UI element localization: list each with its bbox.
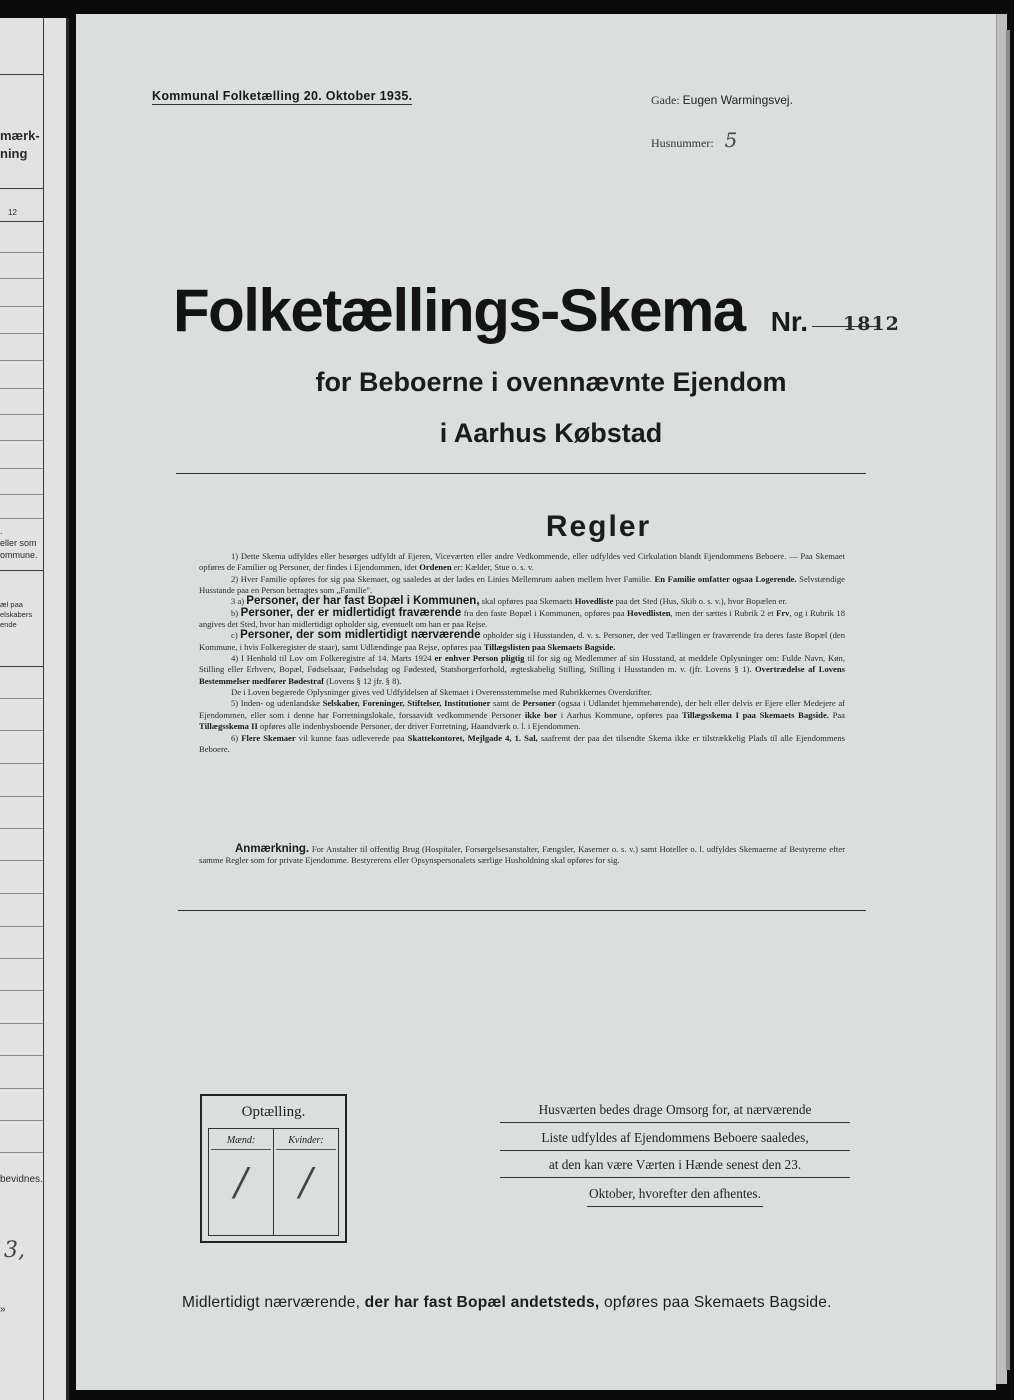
landlord-line: Oktober, hvorefter den afhentes. [587, 1182, 763, 1207]
house-number-field [651, 128, 737, 152]
women-count: / [299, 1160, 313, 1204]
form-subtitle: for Beboerne i ovennævnte Ejendom [315, 367, 787, 397]
men-label: Mænd: [211, 1129, 271, 1150]
rule-4: 4) I Henhold til Lov om Folkeregistre af 14. Marts 1924 er enhver Person pligtig til for sig og Medlemmer af sin Husstand, at meddele Oplysninger om: Fulde Navn, Køn, Stilling eller Erhverv, Bopæl, Fødselsaar, Fødselsdag og Fødested, Statsborgerforhold, ægteskabelig Stilling, Stilling i Husstanden m. v. (jfr. Lovens § 1). Overtrædelse af Lovens Bestemmelser medfører Bødestraf (Lovens § 12 jfr. § 8). [199, 653, 845, 686]
landlord-line: Husværten bedes drage Omsorg for, at nærværende [500, 1098, 850, 1123]
left-fragment: 12 [8, 208, 17, 217]
house-number-label: Husnummer: [651, 136, 714, 150]
form-title-row [173, 276, 878, 345]
remark-text: For Anstalter til offentlig Brug (Hospitaler, Forsørgelsesanstalter, Fængsler, Kaserner o. s. v.) samt Hoteller o. l. udfyldes Skemaerne af Bestyrerne efter samme Regler som for private Ejendomme. Bestyrerens eller Opsynspersonalets særlige Husholdning skal opføres for sig. [199, 844, 845, 866]
remark-paragraph [199, 844, 845, 867]
street-field [651, 93, 793, 108]
left-fragment: æl paa [0, 600, 23, 609]
left-fragment: . [0, 526, 3, 536]
landlord-instructions [500, 1098, 850, 1209]
rule-1: 1) Dette Skema udfyldes eller besørges udfyldt af Ejeren, Viceværten eller andre Vedkommende, eller udfyldes ved Cirkulation blandt Ejendommens Beboere. — Paa Skemaet opføres de Familier og Personer, der findes i Ejendommen, idet Ordenen er: Kælder, Stue o. s. v. [199, 551, 845, 573]
left-fragment: mærk- [0, 128, 40, 143]
left-fragment: ommune. [0, 550, 38, 560]
divider [178, 910, 866, 911]
women-label: Kvinder: [276, 1129, 336, 1150]
rule-3b: b) Personer, der er midlertidigt fraværende fra den faste Bopæl i Kommunen, opføres paa Hovedlisten, men der sættes i Rubrik 2 et Frv, og i Rubrik 18 angives det Sted, hvor han midlertidigt opholder sig, eventuelt om han er paa Rejse. [199, 606, 846, 630]
left-fragment: elskabers [0, 610, 33, 619]
rules-heading: Regler [545, 510, 652, 543]
rule-2: 2) Hver Familie opføres for sig paa Skemaet, og saaledes at der lades en Linies Mellemrum aaben mellem hver Familie. En Familie omfatter ogsaa Logerende. Selvstændige Husstande paa en Person betragtes som „Familie". [199, 573, 846, 596]
rule-5: 5) Inden- og udenlandske Selskaber, Foreninger, Stiftelser, Institutioner samt de Personer (ogsaa i Udlandet hjemmehørende), der helt eller delvis er Ejere eller Medejere af Ejendommen, eller som i denne har Forretningslokale, forsaavidt vedkommende Personer ikke bor i Aarhus Kommune, opføres paa Tillægsskema I paa Skemaets Bagside. Paa Tillægsskema II opføres alle indenbysboende Personer, der driver Forretning, Haandværk o. l. i Ejendommen. [199, 698, 845, 732]
form-number-value: 1812 [843, 313, 900, 335]
left-fragment: eller som [0, 538, 37, 548]
left-fragment: bevidnes. [0, 1174, 43, 1185]
left-fragment: ende [0, 620, 17, 629]
rule-3a: 3 a) Personer, der har fast Bopæl i Kommunen, skal opføres paa Skemaets Hovedliste paa det Sted (Hus, Skib o. s. v.), hvor Bopælen er. [231, 595, 787, 608]
left-fragment: 3, [4, 1238, 25, 1263]
divider [176, 473, 866, 474]
rule-6: 6) Flere Skemaer vil kunne faas udleverede paa Skattekontoret, Mejlgade 4, 1. Sal, saafremt der paa det tilsendte Skema ikke er tilstrækkelig Plads til alle Ejendommens Beboere. [199, 732, 846, 754]
count-box-title: Optælling. [241, 1104, 306, 1120]
rules-text [199, 551, 845, 755]
street-value: Eugen Warmingsvej. [682, 93, 793, 107]
rule-4-continued: De i Loven begærede Oplysninger gives ved Udfyldelsen af Skemaet i Overensstemmelse med Rubrikkernes Overskrifter. [231, 687, 652, 698]
footer-note: Midlertidigt nærværende, der har fast Bopæl andetsteds, opføres paa Skemaets Bagside. [182, 1294, 832, 1311]
form-location: i Aarhus Købstad [439, 418, 663, 448]
form-title: Folketællings-Skema [173, 277, 745, 344]
street-label: Gade: [651, 93, 680, 107]
form-number-label: Nr. [770, 306, 809, 337]
landlord-line: at den kan være Værten i Hænde senest den 23. [500, 1153, 850, 1178]
left-page-margin [0, 18, 69, 1400]
left-fragment: » [0, 1304, 6, 1315]
remark-heading: Anmærkning. [235, 843, 310, 855]
men-count: / [234, 1160, 248, 1204]
census-header-title: Kommunal Folketælling 20. Oktober 1935. [152, 89, 413, 103]
page-edge-shadow [1006, 30, 1010, 1370]
landlord-line: Liste udfyldes af Ejendommens Beboere saaledes, [500, 1126, 850, 1151]
house-number-value: 5 [724, 128, 738, 152]
left-fragment: ning [0, 146, 28, 161]
rule-3c: c) Personer, der som midlertidigt nærværende opholder sig i Husstanden, d. v. s. Personer, der ved Tællingen er fraværende fra deres faste Bopæl (den Kommune, i hvis Folkeregister de staar), samt Udlændinge paa Rejse, opføres paa Tillægslisten paa Skemaets Bagside. [199, 629, 845, 652]
count-box [200, 1094, 347, 1243]
